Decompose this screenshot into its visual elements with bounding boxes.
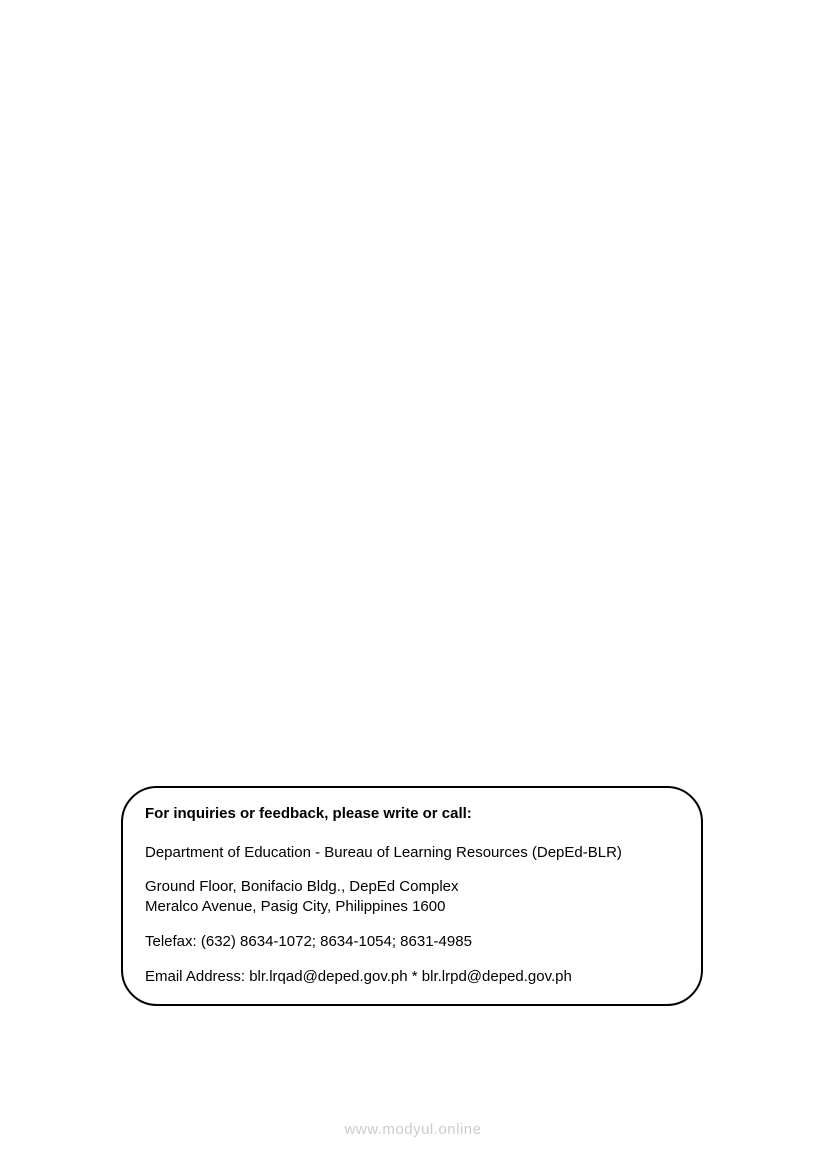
address-line-2: Meralco Avenue, Pasig City, Philippines 1600 (145, 898, 446, 915)
contact-box-heading: For inquiries or feedback, please write or call: (145, 805, 472, 822)
telefax-line: Telefax: (632) 8634-1072; 8634-1054; 8631-4985 (145, 933, 472, 950)
address-line-1: Ground Floor, Bonifacio Bldg., DepEd Complex (145, 878, 459, 895)
contact-info-box (121, 786, 703, 1006)
email-line: Email Address: blr.lrqad@deped.gov.ph * blr.lrpd@deped.gov.ph (145, 968, 572, 985)
watermark-text: www.modyul.online (344, 1121, 482, 1138)
department-line: Department of Education - Bureau of Learning Resources (DepEd-BLR) (145, 844, 622, 861)
